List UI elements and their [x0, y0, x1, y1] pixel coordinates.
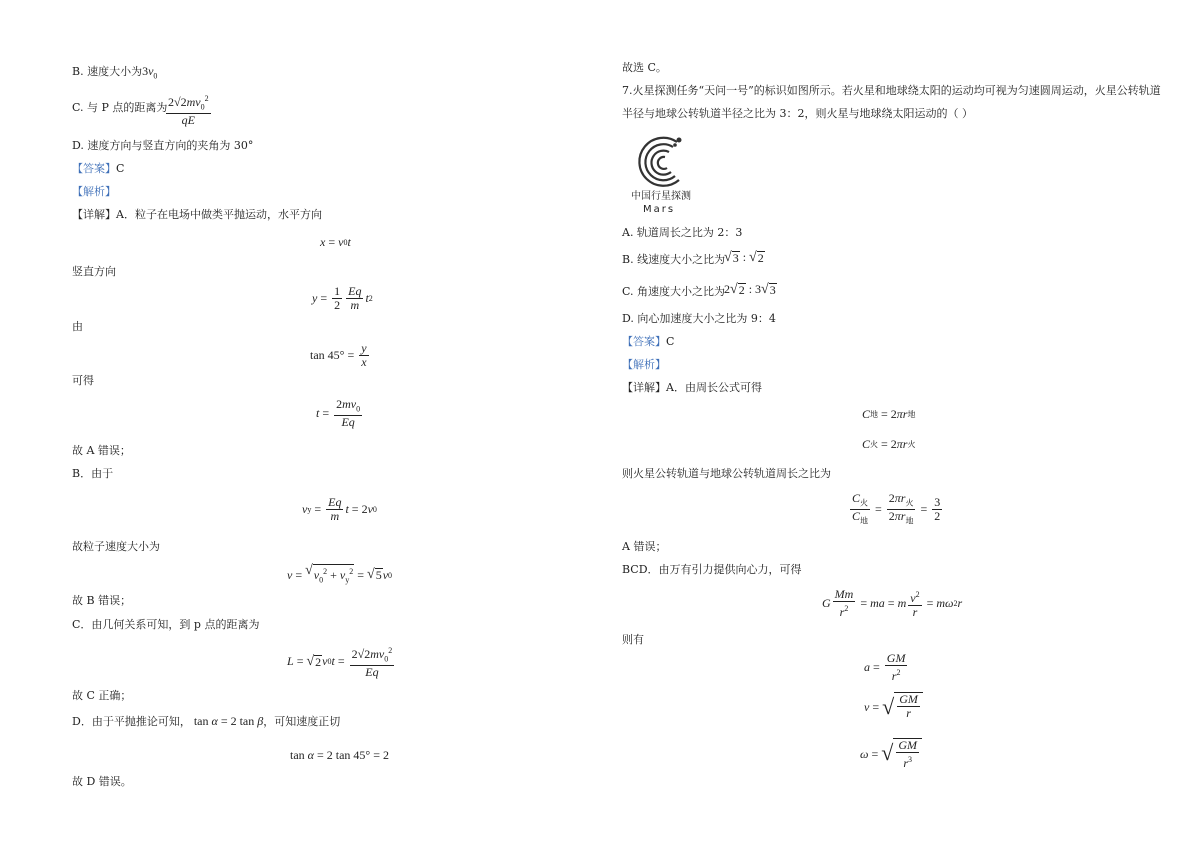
formula-a: a = $\frac{GM}{r^2}$ — [864, 651, 906, 683]
formula-L: L = √ 2 v 0 t = $\frac{2√2mv_0^2}{Eq}$ — [287, 646, 393, 680]
formula-tan45: tan 45° = $\frac{y}{x}$ — [310, 341, 367, 369]
formula-tan-alpha: tan α = 2 tan 45° = 2 — [290, 748, 389, 762]
option-b-text: B. 速度大小为 — [72, 65, 143, 78]
d-tail-text: ，可知速度正切 — [263, 715, 341, 728]
text-b-since: B．由于 — [72, 467, 114, 480]
formula-vy: v y = $\frac{Eq}{m}$ t = 2 v 0 — [302, 495, 377, 523]
question-7-line2: 半径与地球公转轨道半径之比为 3：2，则火星与地球绕太阳运动的（ ） — [622, 107, 973, 120]
text-vertical: 竖直方向 — [72, 265, 116, 278]
logo-en-text: Mars — [643, 204, 676, 215]
text-b-wrong: 故 B 错误； — [72, 594, 132, 607]
answer-label — [72, 162, 124, 176]
option-c-right — [622, 285, 725, 299]
d-since-text: D．由于平抛推论可知， — [72, 715, 191, 728]
text-choose-c: 故选 C。 — [622, 61, 667, 74]
answer-tag-right: 【答案】 — [622, 335, 666, 348]
formula-gravitation: G $\frac{Mm}{r^2}$ = ma = m $\frac{v^2}{r}$ = mω 2 r — [822, 587, 963, 619]
text-bcd: BCD．由万有引力提供向心力，可得 — [622, 563, 802, 576]
option-c — [72, 101, 167, 115]
formula-c-earth: C 地 = 2 πr 地 — [862, 407, 916, 421]
answer-tag: 【答案】 — [72, 162, 116, 175]
option-b-right — [622, 253, 725, 267]
text-by: 由 — [72, 320, 83, 333]
option-a-right: A. 轨道周长之比为 2：3 — [622, 226, 743, 239]
option-d-right: D. 向心加速度大小之比为 9：4 — [622, 312, 776, 325]
formula-t: t = $\frac{2mv_0}{Eq}$ — [316, 397, 361, 430]
option-c-right-text: C. 角速度大小之比为 — [622, 285, 726, 298]
formula-v: v = √ $v_0^2 + v_y^2$ = √ 5 v 0 — [287, 563, 393, 585]
question-7-line1: 7.火星探测任务“天问一号”的标识如图所示。若火星和地球绕太阳的运动均可视为匀速圆周运动，火星公转轨道 — [622, 84, 1161, 97]
formula-c-mars: C 火 = 2 πr 火 — [862, 437, 916, 451]
logo-cn-text: 中国行星探测 — [631, 191, 691, 202]
text-c-geo: C．由几何关系可知，到 p 点的距离为 — [72, 618, 260, 631]
text-speed-is: 故粒子速度大小为 — [72, 540, 160, 553]
text-a-wrong: 故 A 错误； — [72, 444, 131, 457]
option-b — [72, 64, 157, 83]
tianwen-logo — [629, 128, 693, 218]
text-a-wrong-right: A 错误； — [622, 540, 667, 553]
formula-ratio: $\frac{C_火}{C_地}$ = $\frac{2\pi r_火}{2\pi r_地}$ = $\frac{3}{2}$ — [852, 491, 941, 526]
text-c-right: 故 C 正确； — [72, 689, 132, 702]
formula-y: y = $\frac{1}{2}$ $\frac{Eq}{m}$ t 2 — [312, 284, 373, 312]
formula-tan-alpha-inline: tan α = 2 tan β — [190, 714, 264, 728]
text-ratio: 则火星公转轨道与地球公转轨道周长之比为 — [622, 467, 831, 480]
formula-opt-c-right: 2 √ 2 : 3 √ 3 — [724, 281, 776, 297]
analysis-label-right: 【解析】 — [622, 358, 666, 371]
answer-value: C — [116, 162, 125, 175]
detail-a-right: 【详解】A．由周长公式可得 — [622, 381, 762, 394]
option-b-right-text: B. 线速度大小之比为 — [622, 253, 726, 266]
answer-value-right: C — [666, 335, 675, 348]
formula-option-c: $\frac{2√2mv_0^2}{qE}$ — [168, 94, 209, 128]
detail-a: 【详解】A．粒子在电场中做类平抛运动，水平方向 — [72, 208, 322, 221]
text-d-wrong: 故 D 错误。 — [72, 775, 132, 788]
option-d: D. 速度方向与竖直方向的夹角为 30° — [72, 139, 254, 152]
formula-3v0: $3v_0$ — [142, 64, 158, 81]
text-d-since — [72, 714, 340, 729]
text-get: 可得 — [72, 374, 94, 387]
option-c-text: C. 与 P 点的距离为 — [72, 101, 168, 114]
analysis-label: 【解析】 — [72, 185, 116, 198]
formula-x: x = v 0 t — [320, 235, 351, 249]
answer-label-right — [622, 335, 674, 349]
text-then: 则有 — [622, 633, 644, 646]
formula-omega: ω = √ $\frac{GM}{r^3}$ — [860, 738, 922, 770]
formula-v-orbit: v = √ $\frac{GM}{r}$ — [864, 692, 923, 722]
formula-opt-b-right: √ 3 : √ 2 — [724, 249, 764, 265]
